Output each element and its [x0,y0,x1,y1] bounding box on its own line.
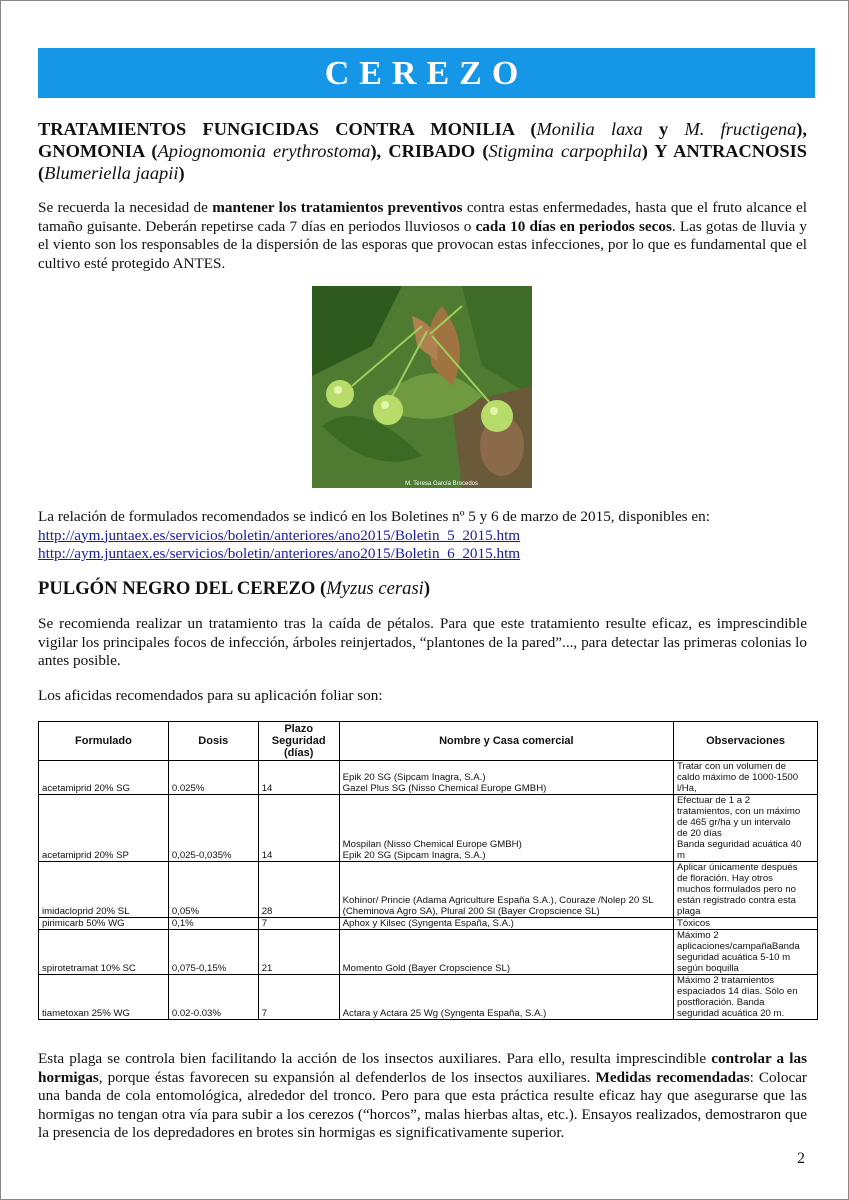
observation-line: según boquilla [677,963,739,974]
aphid-heading-species: Myzus cerasi [326,578,424,599]
product-name: Kohinor/ Princie (Adama Agriculture España S.A.), Couraze /Nolep 20 SL [342,895,654,906]
cell-dosis: 0,025-0,035% [168,795,258,862]
boletin-5-link[interactable]: http://aym.juntaex.es/servicios/boletin/anteriores/ano2015/Boletin_5_2015.htm [38,526,521,544]
product-name: Aphox y Kilsec (Syngenta España, S.A.) [342,918,514,929]
observation-line: l/Ha, [677,783,697,794]
product-name: Mospilan (Nisso Chemical Europe GMBH) [342,839,522,850]
page-title: CEREZO [324,55,529,92]
cell-plazo: 21 [258,930,339,975]
fungicide-heading [38,118,807,184]
observation-line: caldo máximo de 1000-1500 [677,772,799,783]
ant-control-paragraph [38,1050,807,1143]
header-observaciones: Observaciones [674,722,818,761]
observation-line: seguridad acuática 5-10 m [677,952,791,963]
observation-line: muchos formulados pero no [677,884,796,895]
body-text: Se recuerda la necesidad de [38,199,213,216]
page-number: 2 [797,1150,805,1167]
cell-formulado: imidacloprid 20% SL [39,862,169,918]
observation-line: Banda seguridad acuática 40 [677,839,802,850]
body-text: : Colocar una banda de cola entomológica, alrededor del tronco. Pero para que esta práctica resulte eficaz hay que asegurarse que las hormigas no tengan otra vía para subir a los cerezos (“horcos”, malas hierbas altas, etc.). Ensayos realizados, demostraron que la presencia de los depredadores en brotes sin hormigas es significativamente superior. [38,1068,807,1142]
cell-dosis: 0,1% [168,918,258,930]
cherry-photo [312,286,532,488]
product-name: Actara y Actara 25 Wg (Syngenta España, S.A.) [342,1008,547,1019]
page-title-banner [38,48,815,98]
boletin-6-link[interactable]: http://aym.juntaex.es/servicios/boletin/anteriores/ano2015/Boletin_6_2015.htm [38,545,521,563]
observation-line: de 465 gr/ha y un intervalo [677,817,791,828]
header-dosis: Dosis [168,722,258,761]
cell-plazo: 28 [258,862,339,918]
cell-dosis: 0.025% [168,761,258,795]
heading-text: ), CRIBADO ( [370,141,489,161]
heading-text: y [642,119,685,139]
observation-line: plaga [677,906,701,917]
preventive-treatment-paragraph [38,199,807,273]
heading-text: TRATAMIENTOS FUNGICIDAS CONTRA MONILIA ( [38,119,537,139]
observation-line: espaciados 14 días. Sólo en [677,986,798,997]
observation-line: aplicaciones/campañaBanda [677,941,800,952]
header-nombre: Nombre y Casa comercial [339,722,673,761]
cell-observaciones [674,862,818,918]
observation-line: Tratar con un volumen de [677,761,786,772]
observation-line: seguridad acuática 20 m. [677,1008,785,1019]
product-name: Gazel Plus SG (Nisso Chemical Europe GMBH) [342,783,547,794]
aphid-paragraph: Se recomienda realizar un tratamiento tras la caída de pétalos. Para que este tratamiento resulte eficaz, es imprescindible vigilar los principales focos de infección, árboles reinjertados, “plantones de la pared”..., para detectar las primeras colonias lo antes posible. [38,615,807,670]
cell-dosis: 0,05% [168,862,258,918]
heading-text: ) Y ANTRACNOSIS ( [38,141,808,183]
cell-nombre [339,930,673,975]
cell-formulado: acetamiprid 20% SP [39,795,169,862]
cell-formulado: pirimicarb 50% WG [39,918,169,930]
emphasis-text: cada 10 días en periodos secos [475,217,672,235]
observation-line: Efectuar de 1 a 2 [677,795,751,806]
cell-nombre [339,975,673,1020]
product-name: Momento Gold (Bayer Cropscience SL) [342,963,511,974]
cherry-illustration [312,286,532,488]
emphasis-text: controlar a las hormigas [38,1050,807,1086]
table-row [39,795,818,862]
header-plazo: Plazo Seguridad (días) [258,722,339,761]
photo-credit: M. Teresa García Brocedos [405,481,478,487]
product-name: (Cheminova Agro SA), Plural 200 Sl (Bayer Cropscience SL) [342,906,600,917]
aphicides-table [38,721,818,1020]
table-row [39,975,818,1020]
body-text: . Las gotas de lluvia y el viento son los responsables de la dispersión de las esporas que provocan estas infecciones, por lo que es fundamental que el cultivo esté protegido ANTES. [38,217,807,272]
observation-line: de floración. Hay otros [677,873,773,884]
observation-line: tratamientos, con un máximo [677,806,801,817]
observation-line: Máximo 2 [677,930,719,941]
cell-observaciones [674,975,818,1020]
table-row [39,862,818,918]
aphid-heading-close: ) [423,578,431,599]
species-name: Monilia laxa [536,119,643,139]
heading-text: ), GNOMONIA ( [38,119,807,161]
relation-text: La relación de formulados recomendados se indicó en los Boletines nº 5 y 6 de marzo de 2015, disponibles en: [38,508,710,525]
product-name: Epik 20 SG (Sipcam Inagra, S.A.) [342,850,486,861]
observation-line: de 20 días [677,828,722,839]
table-header-row [39,722,818,761]
observation-line: Máximo 2 tratamientos [677,975,775,986]
cell-dosis: 0,075-0,15% [168,930,258,975]
observation-line: Aplicar únicamente después [677,862,798,873]
aphicides-intro: Los aficidas recomendados para su aplicación foliar son: [38,687,383,704]
cell-observaciones [674,918,818,930]
cell-nombre [339,795,673,862]
species-name: M. fructigena [684,119,797,139]
aphid-heading [38,578,430,600]
cell-plazo: 7 [258,975,339,1020]
cell-nombre [339,862,673,918]
emphasis-text: Medidas recomendadas [595,1068,750,1086]
relation-paragraph [38,508,807,564]
table-row [39,930,818,975]
observation-line: m [677,850,685,861]
table-row [39,761,818,795]
cell-plazo: 7 [258,918,339,930]
table-row [39,918,818,930]
cell-formulado: tiametoxan 25% WG [39,975,169,1020]
header-formulado: Formulado [39,722,169,761]
heading-text: ) [178,163,185,183]
body-text: contra estas enfermedades, hasta que el fruto alcance el tamaño guisante. Deberán repetirse cada 7 días en periodos lluviosos o [38,199,808,235]
species-name: Stigmina carpophila [488,141,642,161]
observation-line: Tóxicos [677,918,711,929]
body-text: Esta plaga se controla bien facilitando la acción de los insectos auxiliares. Para ello, resulta imprescindible [38,1050,712,1067]
species-name: Apiognomonia erythrostoma [157,141,371,161]
body-text: , porque éstas favorecen su expansión al defenderlos de los insectos auxiliares. [98,1068,596,1086]
species-name: Blumeriella jaapii [44,163,179,183]
cell-dosis: 0.02-0.03% [168,975,258,1020]
cell-observaciones [674,795,818,862]
cell-observaciones [674,930,818,975]
cell-observaciones [674,761,818,795]
product-name: Epik 20 SG (Sipcam Inagra, S.A.) [342,772,486,783]
observation-line: postfloración. Banda [677,997,765,1008]
cell-plazo: 14 [258,795,339,862]
cell-plazo: 14 [258,761,339,795]
cell-nombre [339,761,673,795]
observation-line: están registrado contra esta [677,895,796,906]
cell-nombre [339,918,673,930]
aphid-heading-main: PULGÓN NEGRO DEL CEREZO ( [38,578,327,599]
emphasis-text: mantener los tratamientos preventivos [212,199,463,216]
table-body [39,761,818,1020]
cell-formulado: acetamiprid 20% SG [39,761,169,795]
cell-formulado: spirotetramat 10% SC [39,930,169,975]
